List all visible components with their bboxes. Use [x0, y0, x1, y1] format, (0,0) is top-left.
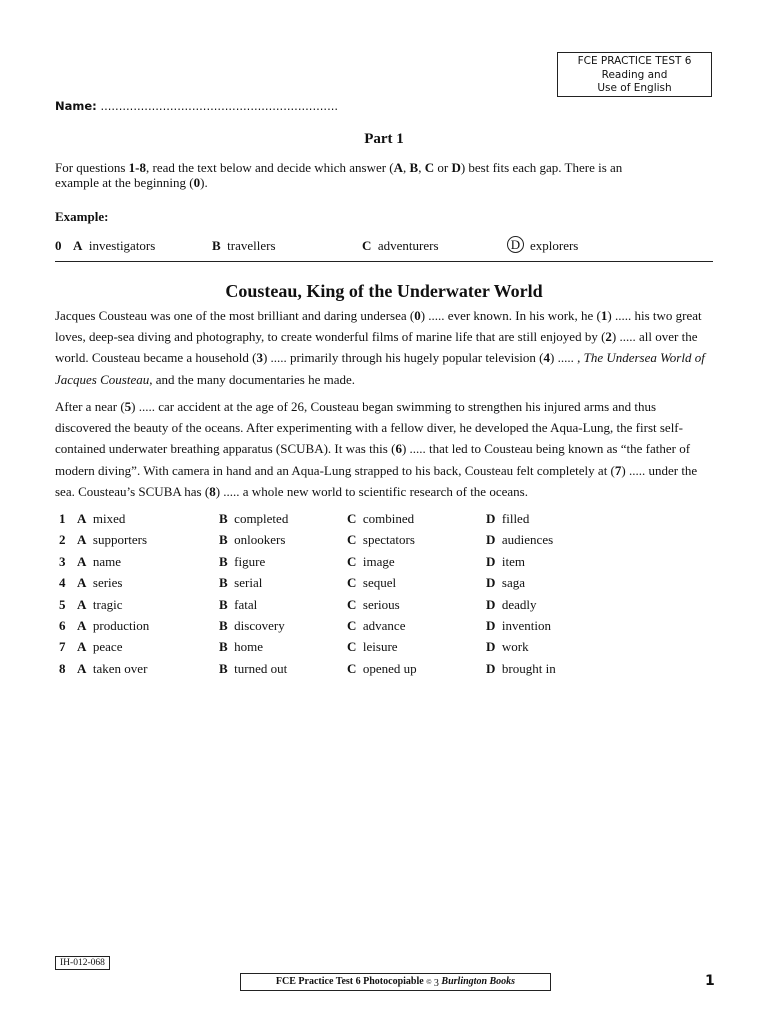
part-title: Part 1	[364, 131, 404, 147]
question-number: 6	[59, 618, 66, 633]
question-number: 7	[59, 639, 66, 654]
option-c[interactable]: C image	[347, 554, 395, 569]
option-b[interactable]: B turned out	[219, 661, 288, 676]
article-paragraph-1: Jacques Cousteau was one of the most brilliant and daring undersea (0) ..... ever known. In his work, he (1) ..... his two great loves, deep-sea diving and photography, to create wonderful films of marine life that are still enjoyed by (2) ..... all over the world. Cousteau became a household (3) ..... primarily through his hugely popular television (4) ..... , The Undersea World of Jacques Cousteau, and the many documentaries he made.	[55, 308, 705, 387]
option-c[interactable]: C serious	[347, 597, 400, 612]
option-a[interactable]: A mixed	[77, 511, 126, 526]
article-title: Cousteau, King of the Underwater World	[225, 281, 543, 301]
question-number: 4	[59, 575, 66, 590]
option-d[interactable]: D audiences	[486, 532, 554, 547]
option-a[interactable]: A production	[77, 618, 150, 633]
document-code: IH-012-068	[55, 956, 110, 970]
footer-box: FCE Practice Test 6 Photocopiable © 3 Burlington Books	[240, 973, 551, 991]
question-number: 8	[59, 661, 66, 676]
option-a[interactable]: A taken over	[77, 661, 148, 676]
option-c[interactable]: C spectators	[347, 532, 415, 547]
option-b[interactable]: B fatal	[219, 597, 258, 612]
instructions: For questions 1-8, read the text below and decide which answer (A, B, C or D) best fits each gap. There is an example at the beginning (0).	[55, 160, 623, 190]
option-c[interactable]: C combined	[347, 511, 415, 526]
option-d[interactable]: D filled	[486, 511, 530, 526]
page-number: 1	[705, 973, 715, 989]
example-number: 0	[55, 238, 62, 253]
option-b[interactable]: B serial	[219, 575, 263, 590]
option-b[interactable]: B discovery	[219, 618, 285, 633]
option-d[interactable]: D saga	[486, 575, 525, 590]
example-option-d-text: explorers	[530, 238, 579, 253]
divider	[55, 261, 713, 262]
option-d[interactable]: D work	[486, 639, 529, 654]
article-paragraph-2: After a near (5) ..... car accident at the age of 26, Cousteau began swimming to strengthen his injured arms and thus discovered the beauty of the oceans. After experimenting with a fellow diver, he developed the Aqua-Lung, the first self-contained underwater breathing apparatus (SCUBA). It was this (6) ..... that led to Cousteau being known as “the father of modern diving”. With camera in hand and an Aqua-Lung strapped to his back, Cousteau felt completely at (7) ..... under the sea. Cousteau’s SCUBA has (8) ..... a whole new world to scientific research of the oceans.	[55, 399, 698, 499]
example-option-c: C adventurers	[362, 238, 439, 253]
question-number: 3	[59, 554, 66, 569]
option-d[interactable]: D invention	[486, 618, 551, 633]
option-b[interactable]: B onlookers	[219, 532, 286, 547]
question-number: 5	[59, 597, 66, 612]
question-number: 2	[59, 532, 66, 547]
example-option-a: A investigators	[73, 238, 156, 253]
example-label: Example:	[55, 209, 109, 224]
option-b[interactable]: B home	[219, 639, 264, 654]
option-a[interactable]: A peace	[77, 639, 123, 654]
example-option-b: B travellers	[212, 238, 276, 253]
name-field[interactable]	[55, 99, 338, 113]
option-b[interactable]: B figure	[219, 554, 266, 569]
test-section: Reading and	[601, 68, 668, 81]
option-c[interactable]: C opened up	[347, 661, 417, 676]
option-a[interactable]: A supporters	[77, 532, 148, 547]
example-answer-circle: D	[507, 236, 524, 253]
option-a[interactable]: A name	[77, 554, 122, 569]
test-subsection: Use of English	[597, 82, 672, 94]
name-label: Name:	[55, 99, 97, 113]
question-number: 1	[59, 511, 66, 526]
option-d[interactable]: D deadly	[486, 597, 537, 612]
option-d[interactable]: D brought in	[486, 661, 556, 676]
option-c[interactable]: C leisure	[347, 639, 398, 654]
option-d[interactable]: D item	[486, 554, 525, 569]
option-a[interactable]: A series	[77, 575, 123, 590]
option-b[interactable]: B completed	[219, 511, 289, 526]
option-c[interactable]: C advance	[347, 618, 406, 633]
option-a[interactable]: A tragic	[77, 597, 123, 612]
name-dots: .................................................................	[100, 99, 339, 113]
option-c[interactable]: C sequel	[347, 575, 397, 590]
test-header-box	[557, 52, 712, 97]
test-title: FCE PRACTICE TEST 6	[577, 55, 692, 67]
